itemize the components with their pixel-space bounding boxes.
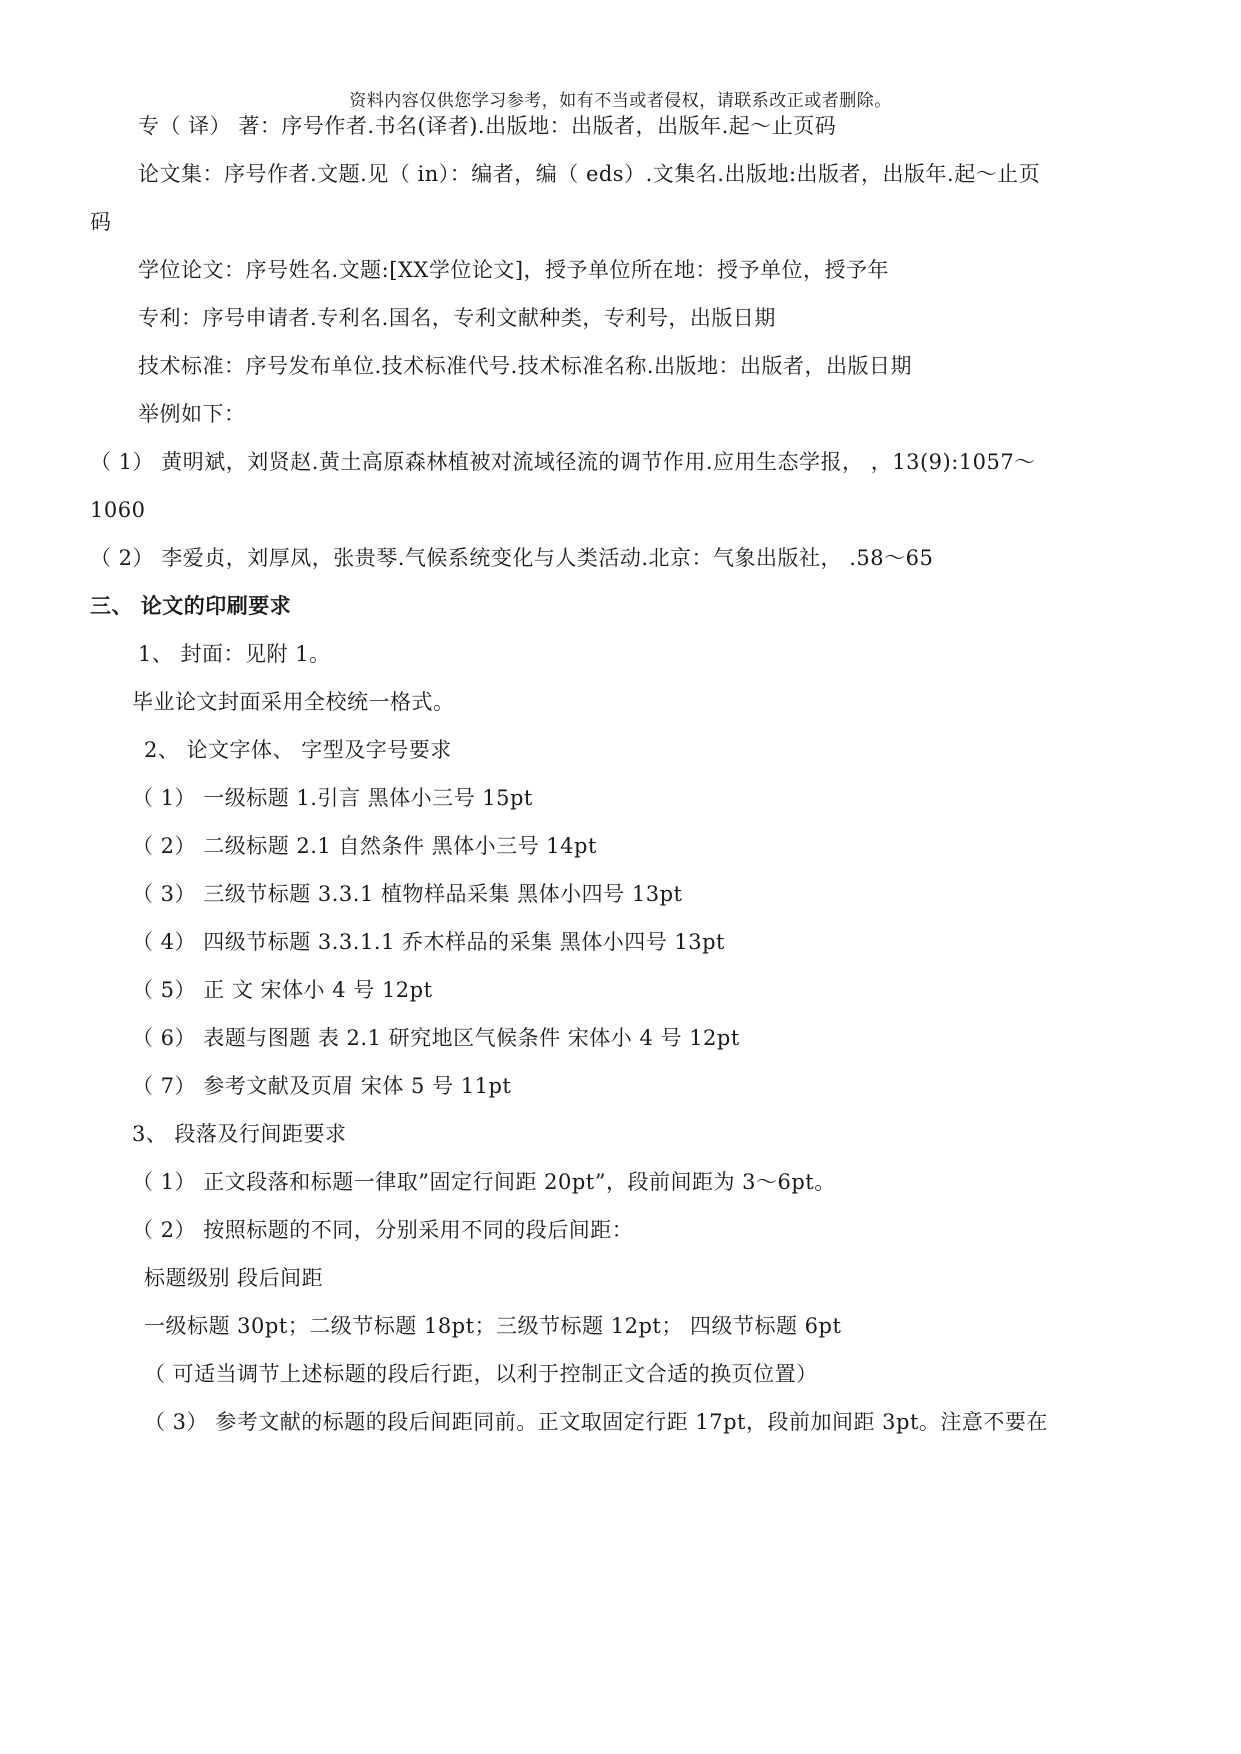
- reference-item: 1060: [90, 498, 146, 522]
- list-item: （ 3） 参考文献的标题的段后间距同前。正文取固定行距 17pt，段前加间距 3pt。注意不要在: [144, 1410, 1048, 1434]
- list-item: （ 7） 参考文献及页眉 宋体 5 号 11pt: [132, 1074, 512, 1098]
- text-line: 一级标题 30pt；二级节标题 18pt；三级节标题 12pt； 四级节标题 6pt: [144, 1314, 842, 1338]
- text-line: 2、 论文字体、 字型及字号要求: [144, 738, 452, 762]
- text-line: 3、 段落及行间距要求: [132, 1122, 347, 1146]
- text-line: 论文集：序号作者.文题.见（ in）：编者，编（ eds）.文集名.出版地:出版者，出版年.起～止页: [138, 162, 1041, 186]
- text-line: 技术标准：序号发布单位.技术标准代号.技术标准名称.出版地：出版者，出版日期: [138, 354, 913, 378]
- list-item: （ 6） 表题与图题 表 2.1 研究地区气候条件 宋体小 4 号 12pt: [132, 1026, 740, 1050]
- reference-item: （ 1） 黄明斌，刘贤赵.黄土高原森林植被对流域径流的调节作用.应用生态学报， ，13(9):1057～: [90, 450, 1036, 474]
- list-item: （ 2） 二级标题 2.1 自然条件 黑体小三号 14pt: [132, 834, 597, 858]
- list-item: （ 1） 正文段落和标题一律取”固定行间距 20pt”，段前间距为 3～6pt。: [132, 1170, 836, 1194]
- text-line: 码: [90, 210, 112, 234]
- text-line: 学位论文：序号姓名.文题:[XX学位论文]，授予单位所在地：授予单位，授予年: [138, 258, 890, 282]
- page-header: 资料内容仅供您学习参考，如有不当或者侵权，请联系改正或者删除。: [349, 91, 892, 111]
- text-line: 毕业论文封面采用全校统一格式。: [132, 690, 455, 714]
- text-line: 举例如下：: [138, 402, 246, 426]
- section-heading: 三、 论文的印刷要求: [90, 593, 292, 618]
- list-item: （ 5） 正 文 宋体小 4 号 12pt: [132, 978, 433, 1002]
- text-line: （ 可适当调节上述标题的段后行距，以利于控制正文合适的换页位置）: [144, 1362, 818, 1386]
- list-item: （ 2） 按照标题的不同，分别采用不同的段后间距：: [132, 1218, 634, 1242]
- text-line: 专利：序号申请者.专利名.国名，专利文献种类，专利号，出版日期: [138, 306, 776, 330]
- list-item: （ 4） 四级节标题 3.3.1.1 乔木样品的采集 黑体小四号 13pt: [132, 930, 725, 954]
- reference-item: （ 2） 李爱贞，刘厚凤，张贵琴.气候系统变化与人类活动.北京：气象出版社， .58～65: [90, 546, 934, 570]
- text-line: 1、 封面：见附 1。: [138, 642, 331, 666]
- text-line: 专（ 译） 著：序号作者.书名(译者).出版地：出版者，出版年.起～止页码: [138, 114, 837, 138]
- list-item: （ 3） 三级节标题 3.3.1 植物样品采集 黑体小四号 13pt: [132, 882, 683, 906]
- text-line: 标题级别 段后间距: [144, 1266, 324, 1290]
- list-item: （ 1） 一级标题 1.引言 黑体小三号 15pt: [132, 786, 533, 810]
